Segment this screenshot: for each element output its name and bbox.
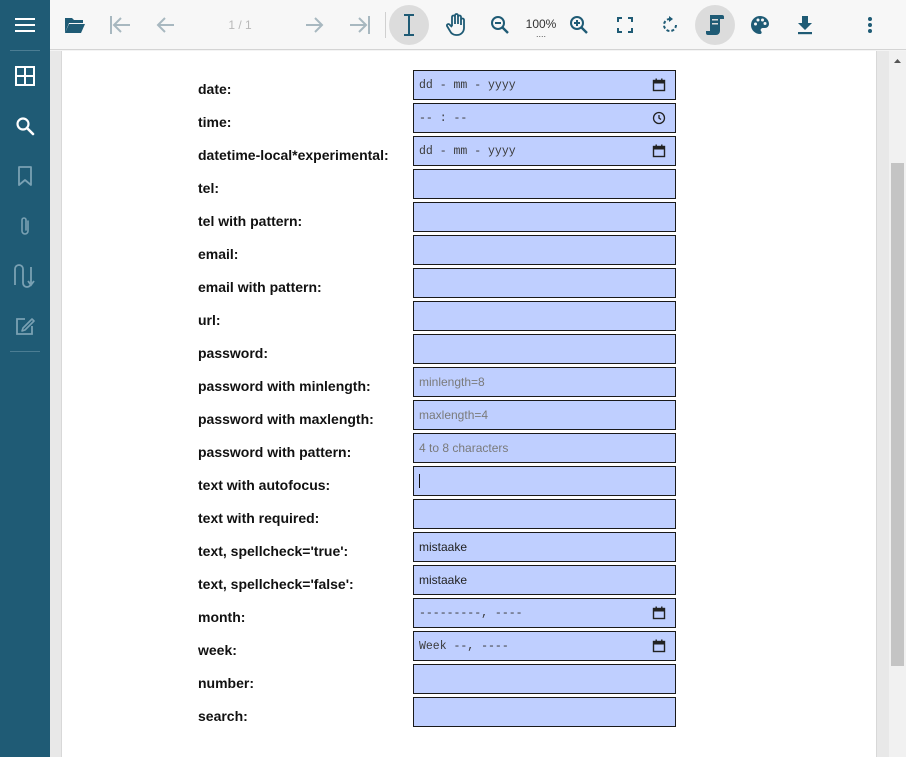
sidebar-item-signatures[interactable] (0, 256, 50, 296)
sidebar-item-editor[interactable] (0, 306, 50, 346)
input-value: mistaake (419, 573, 468, 587)
more-vertical-icon (867, 16, 873, 34)
arrow-left-icon (155, 15, 175, 35)
input-placeholder: -- : -- (419, 111, 468, 125)
calendar-icon[interactable] (652, 606, 666, 620)
palette-icon (750, 15, 770, 35)
field-label: text with autofocus: (198, 477, 331, 493)
input-placeholder: dd - mm - yyyy (419, 78, 516, 92)
calendar-icon[interactable] (652, 144, 666, 158)
input-placeholder: maxlength=4 (419, 408, 489, 422)
form-input[interactable] (413, 499, 676, 529)
zoom-level-dots: .... (535, 29, 546, 39)
form-input[interactable] (413, 202, 676, 232)
input-placeholder: minlength=8 (419, 375, 485, 389)
zoom-out-icon (490, 15, 510, 35)
field-label: date: (198, 81, 232, 97)
paperclip-icon (18, 215, 32, 237)
scroll-up-arrow-icon[interactable] (889, 53, 906, 70)
scroll-document-icon (705, 14, 725, 36)
more-options-button[interactable] (850, 5, 890, 45)
form-input[interactable] (413, 169, 676, 199)
form-input[interactable] (413, 631, 676, 661)
field-label: url: (198, 312, 221, 328)
open-file-button[interactable] (55, 5, 95, 45)
text-caret (419, 474, 420, 488)
previous-page-button[interactable] (145, 5, 185, 45)
sidebar-item-thumbnails[interactable] (0, 56, 50, 96)
input-placeholder: 4 to 8 characters (419, 441, 509, 455)
field-label: text, spellcheck='false': (198, 576, 354, 592)
input-value: mistaake (419, 540, 468, 554)
sidebar (0, 0, 50, 757)
form-input[interactable] (413, 400, 676, 430)
sidebar-item-bookmarks[interactable] (0, 156, 50, 196)
rotate-button[interactable] (650, 5, 690, 45)
field-label: tel: (198, 180, 219, 196)
zoom-out-button[interactable] (480, 5, 520, 45)
field-label: text, spellcheck='true': (198, 543, 349, 559)
form-input[interactable] (413, 466, 676, 496)
scrollbar[interactable] (889, 51, 906, 757)
field-label: tel with pattern: (198, 213, 303, 229)
form-input[interactable] (413, 268, 676, 298)
sidebar-divider (10, 50, 40, 51)
form-input[interactable] (413, 103, 676, 133)
form-input[interactable] (413, 334, 676, 364)
zoom-level-label: 100% (525, 17, 557, 31)
field-label: month: (198, 609, 246, 625)
field-label: text with required: (198, 510, 320, 526)
next-page-button[interactable] (295, 5, 335, 45)
field-label: email: (198, 246, 239, 262)
edit-icon (15, 316, 35, 336)
last-page-icon (348, 15, 372, 35)
field-label: password with maxlength: (198, 411, 374, 427)
field-label: time: (198, 114, 232, 130)
folder-open-icon (64, 16, 86, 34)
form-input[interactable] (413, 367, 676, 397)
first-page-icon (108, 15, 132, 35)
field-label: password with pattern: (198, 444, 352, 460)
zoom-level[interactable] (521, 0, 561, 50)
sidebar-item-search[interactable] (0, 106, 50, 146)
input-placeholder: Week --, ---- (419, 639, 509, 653)
field-label: password with minlength: (198, 378, 371, 394)
clock-icon[interactable] (652, 111, 666, 125)
toolbar-divider (385, 12, 386, 38)
form-input[interactable] (413, 598, 676, 628)
menu-button[interactable] (0, 5, 50, 45)
zoom-in-button[interactable] (559, 5, 599, 45)
text-select-tool-button[interactable] (389, 5, 429, 45)
arrow-right-icon (305, 15, 325, 35)
form-input[interactable] (413, 136, 676, 166)
scroll-mode-button[interactable] (695, 5, 735, 45)
field-label: number: (198, 675, 254, 691)
bookmark-icon (17, 166, 33, 186)
download-icon (797, 15, 813, 35)
last-page-button[interactable] (340, 5, 380, 45)
sidebar-item-attachments[interactable] (0, 206, 50, 246)
field-label: search: (198, 708, 248, 724)
field-label: password: (198, 345, 269, 361)
zoom-in-icon (569, 15, 589, 35)
hand-icon (445, 13, 467, 37)
input-placeholder: dd - mm - yyyy (419, 144, 516, 158)
calendar-icon[interactable] (652, 639, 666, 653)
field-label: week: (198, 642, 237, 658)
field-label: email with pattern: (198, 279, 322, 295)
form-input[interactable] (413, 235, 676, 265)
text-cursor-icon (402, 14, 416, 36)
form-input[interactable] (413, 697, 676, 727)
signature-icon (12, 263, 38, 289)
scrollbar-thumb[interactable] (891, 163, 904, 666)
search-icon (15, 116, 35, 136)
sidebar-divider (10, 351, 40, 352)
form-input[interactable] (413, 301, 676, 331)
form-input[interactable] (413, 664, 676, 694)
calendar-icon[interactable] (652, 78, 666, 92)
rotate-icon (660, 15, 680, 35)
download-button[interactable] (785, 5, 825, 45)
first-page-button[interactable] (100, 5, 140, 45)
form-input[interactable] (413, 565, 676, 595)
input-placeholder: ---------, ---- (419, 606, 523, 620)
form-input[interactable] (413, 70, 676, 100)
thumbnails-icon (15, 66, 35, 86)
field-label: datetime-local*experimental: (198, 147, 389, 163)
theme-button[interactable] (740, 5, 780, 45)
page-indicator[interactable]: 1 / 1 (228, 18, 252, 32)
fullscreen-button[interactable] (605, 5, 645, 45)
fullscreen-icon (617, 17, 633, 33)
hand-tool-button[interactable] (436, 5, 476, 45)
form-input[interactable] (413, 532, 676, 562)
toolbar (50, 0, 906, 50)
form-input[interactable] (413, 433, 676, 463)
menu-icon (15, 17, 35, 33)
